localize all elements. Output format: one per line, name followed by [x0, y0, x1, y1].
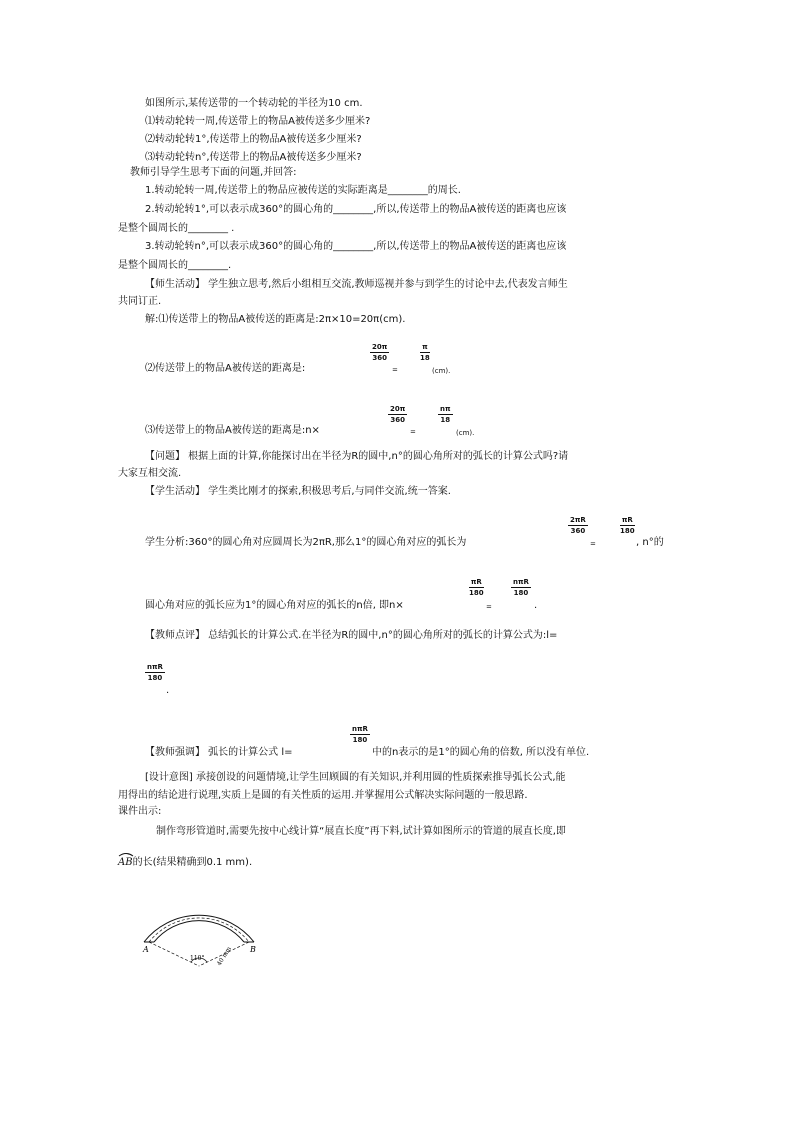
question-1: ⑴转动轮转一周,传送带上的物品A被传送多少厘米?: [145, 116, 371, 127]
fraction-20pi-360: [388, 405, 407, 424]
fraction-denominator: 360: [390, 416, 405, 424]
guide-1: 1.转动轮转一周,传送带上的物品应被传送的实际距离是________的周长.: [145, 185, 461, 196]
fraction-npiR-180: [350, 725, 370, 744]
fraction-denominator: 180: [620, 527, 635, 535]
solution-3: ⑶传送带上的物品A被传送的距离是:n×: [145, 425, 320, 436]
question-2: ⑵转动轮转1°,传送带上的物品A被传送多少厘米?: [145, 134, 362, 145]
equals-sign: =: [392, 366, 398, 374]
fraction-numerator: 20π: [390, 405, 406, 413]
teacher-comment: 【教师点评】 总结弧长的计算公式.在半径为R的圆中,n°的圆心角所对的弧长的计算公式为:l=: [145, 630, 558, 641]
activity-line2: 共同订正.: [118, 296, 162, 307]
question-line2: 大家互相交流.: [118, 468, 182, 479]
student-analysis-2-end: .: [534, 600, 538, 611]
courseware-label: 课件出示:: [118, 806, 162, 817]
label-a: A: [143, 945, 149, 954]
fraction-piR-180: [467, 578, 486, 597]
fraction-pi-18: [418, 343, 432, 362]
pipe-figure: [136, 890, 268, 970]
exercise-line2-text: 的长(结果精确到0.1 mm).: [132, 857, 253, 868]
pipe-inner-arc: [154, 921, 244, 942]
equals-sign: =: [590, 540, 596, 548]
fraction-denominator: 360: [372, 354, 387, 362]
arc-ab-text: AB: [118, 857, 133, 868]
fraction-npi-18: [438, 405, 453, 424]
design-intent-1: [设计意图] 承接创设的问题情境,让学生回顾圆的有关知识,并利用圆的性质探索推导弧长公式,能: [145, 772, 566, 783]
fraction-numerator: nπR: [352, 725, 368, 733]
fraction-denominator: 18: [420, 354, 430, 362]
design-intent-2: 用得出的结论进行说理,实质上是圆的有关性质的运用.并掌握用公式解决实际问题的一般思路.: [118, 790, 528, 801]
student-activity: 【学生活动】 学生类比刚才的探索,积极思考后,与同伴交流,统一答案.: [145, 486, 451, 497]
exercise-line1: 制作弯形管道时,需要先按中心线计算“展直长度”再下料,试计算如图所示的管道的展直长度,即: [156, 826, 566, 837]
fraction-numerator: 2πR: [570, 516, 586, 524]
fraction-denominator: 180: [469, 589, 484, 597]
exercise-line2: [118, 856, 252, 869]
teacher-stress: 【教师强调】 弧长的计算公式 l=: [145, 747, 293, 758]
unit-cm: (cm).: [456, 429, 475, 437]
guide-3b: 是整个圆周长的________.: [118, 260, 232, 271]
equals-sign: =: [486, 603, 492, 611]
fraction-numerator: πR: [470, 578, 482, 586]
fraction-numerator: 20π: [372, 343, 388, 351]
fraction-numerator: nπR: [513, 578, 529, 586]
fraction-numerator: nπ: [440, 405, 451, 413]
student-analysis-1-end: , n°的: [636, 537, 664, 548]
comment-end: .: [166, 685, 170, 696]
fraction-2piR-360: [568, 516, 588, 535]
teacher-stress-2: 中的n表示的是1°的圆心角的倍数, 所以没有单位.: [372, 747, 590, 758]
pipe-outer-arc: [144, 915, 254, 942]
question-3: ⑶转动轮转n°,传送带上的物品A被传送多少厘米?: [145, 152, 362, 163]
fraction-npiR-180: [511, 578, 531, 597]
fraction-numerator: nπR: [147, 663, 163, 671]
fraction-piR-180: [618, 516, 637, 535]
guide-2a: 2.转动轮转1°,可以表示成360°的圆心角的________,所以,传送带上的物品A被传送的距离也应该: [145, 204, 567, 215]
fraction-npiR-180: [145, 663, 165, 682]
fraction-20pi-360: [370, 343, 389, 362]
label-b: B: [250, 945, 256, 954]
fraction-denominator: 180: [513, 589, 529, 597]
student-analysis-1: 学生分析:360°的圆心角对应圆周长为2πR,那么1°的圆心角对应的弧长为: [145, 537, 467, 548]
equals-sign: =: [410, 428, 416, 436]
arc-ab-label: [118, 856, 133, 869]
intro-line1: 如图所示,某传送带的一个转动轮的半径为10 cm.: [145, 98, 363, 109]
teacher-guide: 教师引导学生思考下面的问题,并回答:: [130, 167, 297, 178]
guide-3a: 3.转动轮转n°,可以表示成360°的圆心角的________,所以,传送带上的物品A被传送的距离也应该: [145, 241, 567, 252]
question-line1: 【问题】 根据上面的计算,你能探讨出在半径为R的圆中,n°的圆心角所对的弧长的计算公式吗?请: [145, 451, 569, 462]
angle-label: 110°: [190, 955, 205, 962]
student-analysis-2: 圆心角对应的弧长应为1°的圆心角对应的弧长的n倍, 即n×: [145, 600, 404, 611]
solution-2: ⑵传送带上的物品A被传送的距离是:: [145, 363, 306, 374]
fraction-denominator: 180: [352, 736, 368, 744]
fraction-numerator: π: [422, 343, 428, 351]
radius-label: 40 mm: [215, 945, 233, 968]
activity-line1: 【师生活动】 学生独立思考,然后小组相互交流,教师巡视并参与到学生的讨论中去,代表发言师生: [145, 279, 568, 290]
fraction-denominator: 180: [147, 674, 163, 682]
guide-2b: 是整个圆周长的________ .: [118, 223, 235, 234]
fraction-numerator: πR: [621, 516, 633, 524]
unit-cm: (cm).: [432, 367, 451, 375]
pipe-center-arc: [149, 918, 249, 942]
radius-line-a: [149, 942, 199, 966]
solution-1: 解:⑴传送带上的物品A被传送的距离是:2π×10=20π(cm).: [145, 314, 406, 325]
fraction-denominator: 18: [440, 416, 451, 424]
arc-mark-icon: [118, 852, 134, 857]
fraction-denominator: 360: [570, 527, 586, 535]
